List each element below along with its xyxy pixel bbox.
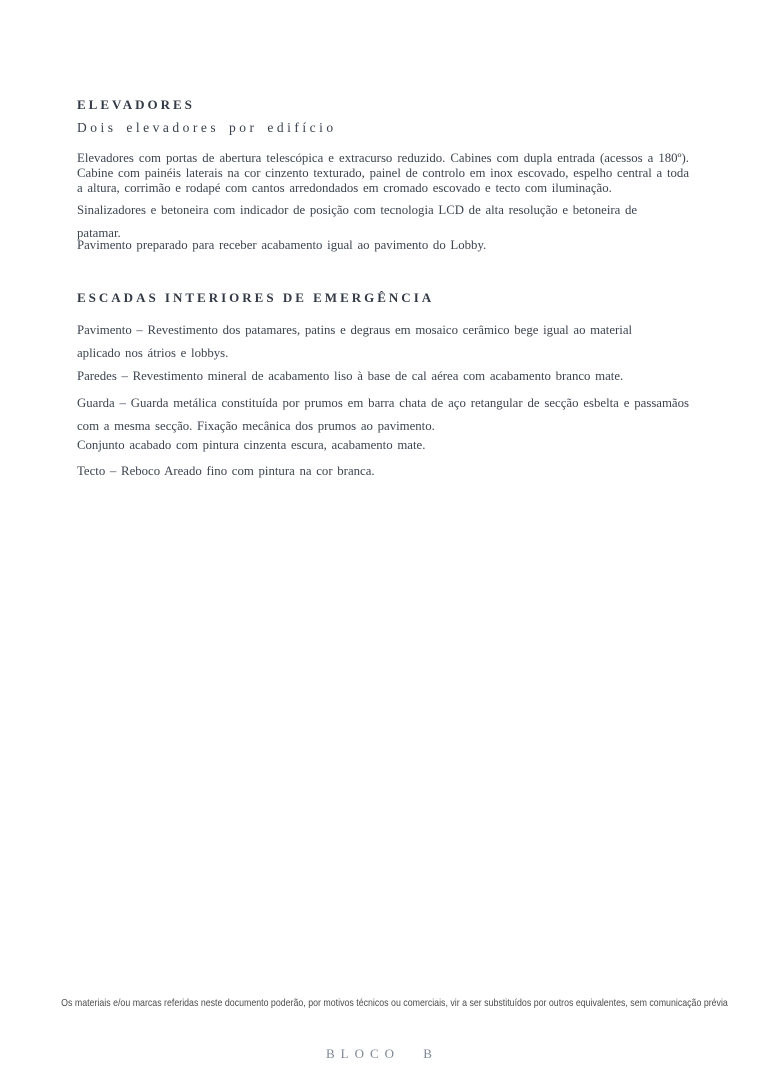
paragraph-elevadores-2: Sinalizadores e betoneira com indicador de posição com tecnologia LCD de alta resolução e betoneira de patamar. [77,203,638,240]
section-heading-escadas: ESCADAS INTERIORES DE EMERGÊNCIA [77,290,435,305]
section-subheading-elevadores: Dois elevadores por edifício [77,120,337,135]
paragraph-elevadores-1: Elevadores com portas de abertura telescópica e extracurso reduzido. Cabines com dupla entrada (acessos a 180º). Cabine com painéis laterais na cor cinzento texturado, painel de controlo em inox escovado, espelho central a toda a altura, corrimão e rodapé com cantos arredondados em cromado escovado e tecto com iluminação. [77,151,689,195]
paragraph-escadas-5: Tecto – Reboco Areado fino com pintura na cor branca. [77,464,375,478]
paragraph-escadas-3: Guarda – Guarda metálica constituída por prumos em barra chata de aço retangular de secção esbelta e passamãos com a mesma secção. Fixação mecânica dos prumos ao pavimento. [77,396,689,433]
footer-page-label: BLOCO B [326,1046,438,1061]
paragraph-elevadores-3: Pavimento preparado para receber acabamento igual ao pavimento do Lobby. [77,238,487,252]
section-heading-elevadores: ELEVADORES [77,97,195,112]
paragraph-escadas-2: Paredes – Revestimento mineral de acabamento liso à base de cal aérea com acabamento branco mate. [77,369,624,383]
paragraph-escadas-4: Conjunto acabado com pintura cinzenta escura, acabamento mate. [77,438,426,452]
paragraph-escadas-1: Pavimento – Revestimento dos patamares, patins e degraus em mosaico cerâmico bege igual ao material aplicado nos átrios e lobbys. [77,323,633,360]
footer-disclaimer: Os materiais e/ou marcas referidas neste documento poderão, por motivos técnicos ou comerciais, vir a ser substituídos por outros equivalentes, sem comunicação prévia [61,997,728,1009]
